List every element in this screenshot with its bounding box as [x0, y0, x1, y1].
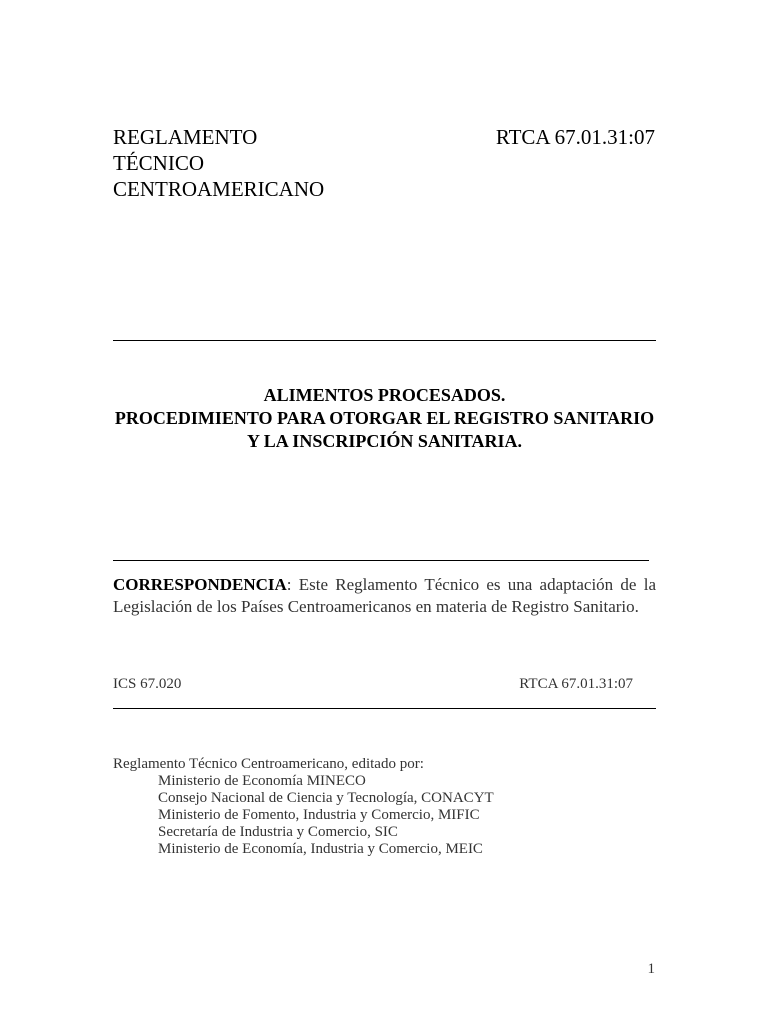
divider — [113, 560, 649, 561]
regulation-title-line: REGLAMENTO — [113, 125, 258, 149]
page-number: 1 — [647, 961, 655, 977]
divider — [113, 708, 656, 709]
ics-regulation-code: RTCA 67.01.31:07 — [519, 676, 633, 692]
correspondence-paragraph — [113, 574, 656, 618]
publisher-entity: Ministerio de Fomento, Industria y Comercio, MIFIC — [158, 807, 480, 823]
document-title-line: ALIMENTOS PROCESADOS. — [263, 385, 506, 405]
document-title-line: PROCEDIMIENTO PARA OTORGAR EL REGISTRO SANITARIO — [114, 408, 655, 428]
regulation-title — [113, 124, 324, 202]
publisher-entity: Ministerio de Economía MINECO — [158, 773, 366, 789]
publisher-entity: Consejo Nacional de Ciencia y Tecnología, CONACYT — [158, 790, 494, 806]
regulation-code: RTCA 67.01.31:07 — [495, 125, 655, 149]
document-title-line: Y LA INSCRIPCIÓN SANITARIA. — [246, 431, 523, 451]
publisher-entity: Secretaría de Industria y Comercio, SIC — [158, 824, 398, 840]
divider — [113, 340, 656, 341]
document-title — [113, 384, 656, 453]
publisher-block — [113, 756, 494, 858]
ics-code: ICS 67.020 — [113, 676, 182, 692]
regulation-title-line: CENTROAMERICANO — [113, 177, 325, 201]
correspondence-label: CORRESPONDENCIA — [113, 575, 287, 594]
publisher-entity: Ministerio de Economía, Industria y Comercio, MEIC — [158, 841, 483, 857]
publisher-list — [113, 773, 494, 858]
ics-row — [113, 675, 633, 694]
publisher-intro: Reglamento Técnico Centroamericano, editado por: — [113, 756, 424, 772]
correspondence-text: : Este Reglamento Técnico es una adaptación de la Legislación de los Países Centroamericanos en materia de Registro Sanitario. — [113, 575, 656, 616]
regulation-title-line: TÉCNICO — [113, 151, 204, 175]
